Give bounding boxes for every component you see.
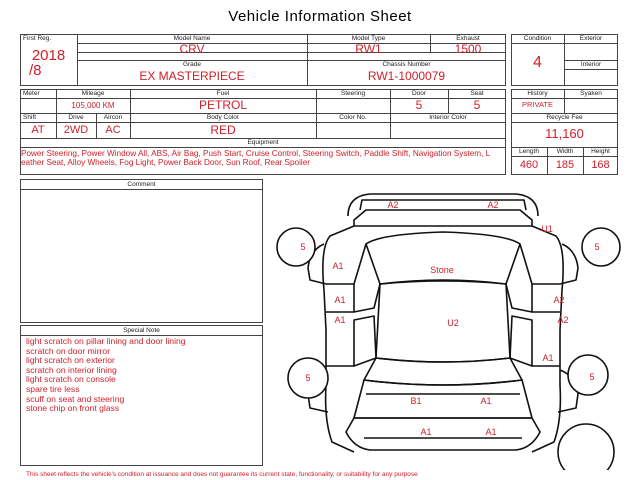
mark-hood-right: A1 [480,396,492,406]
sheet-title: Vehicle Information Sheet [228,8,412,25]
mark-left-quarter: A1 [332,261,344,271]
chassis-cell [307,60,506,86]
interior-color-cell [390,113,506,138]
first-reg-label: First Reg. [23,35,52,42]
tire-rear-left-icon [277,228,315,266]
length-label: Length [519,148,539,155]
mileage-value: 105,000 KM [71,101,115,110]
mark-rear-glass: Stone [430,265,454,275]
mark-right-rear-door: A2 [553,295,565,305]
recycle-fee-label: Recycle Fee [546,114,583,121]
equipment-label: Equipment [247,139,279,146]
meter-cell [20,89,56,113]
syaken-label: Syaken [580,90,602,97]
special-note-item: stone chip on front glass [26,403,120,414]
comment-box [20,179,263,323]
special-note-item: scuff on seat and steering [26,393,125,404]
recycle-fee-cell [511,113,618,147]
door-label: Door [411,90,427,97]
exterior-cell [564,34,618,60]
shift-label: Shift [23,114,37,121]
color-no-label: Color No. [339,114,367,121]
tailgate-outline [354,210,532,226]
door-cell [390,89,448,113]
width-value: 185 [555,159,575,171]
special-note-item: light scratch on pillar lining and door lining [26,336,186,346]
history-value: PRIVATE [522,100,553,109]
body-color-label: Body Color [206,114,240,121]
windshield-outline [364,358,522,385]
special-note-item: light scratch on exterior [26,355,115,366]
width-cell [547,147,583,175]
special-note-item: scratch on interior lining [26,364,117,375]
mark-rear-left: A2 [387,200,399,210]
model-name-value: CRV [179,42,205,56]
mileage-label: Mileage [81,90,105,97]
model-name-cell [77,34,307,56]
seat-cell [448,89,506,113]
color-no-cell [316,113,390,138]
model-name-label: Model Name [173,35,211,42]
grade-value: EX MASTERPIECE [139,69,245,83]
tire-front-right-icon [568,355,608,395]
grade-cell [77,60,307,86]
recycle-fee-value: 11,160 [545,126,584,141]
fuel-cell [130,89,316,113]
meter-label: Meter [23,90,40,97]
equipment-text: Power Steering, Power Window All, ABS, Air Bag, Push Start, Cruise Control, Steering Switch, Paddle Shift, Navigation System, Leather Seat, Alloy Wheels, Fog Light, Power Back Door, Sun Roof, Rear Spoiler [21,149,491,168]
mark-right-fender: A1 [542,353,554,363]
model-type-value: RW1 [355,42,382,56]
comment-label: Comment [127,181,156,188]
spare-tire-icon [558,424,614,470]
aircon-value: AC [105,124,121,136]
length-value: 460 [519,159,539,171]
mark-tire-rear-right: 5 [594,242,600,252]
special-note-item: light scratch on console [26,374,116,385]
fuel-label: Fuel [216,90,230,97]
drive-cell [56,113,96,138]
mark-left-front-door: A1 [334,315,346,325]
mark-tire-rear-left: 5 [300,242,306,252]
interior-label: Interior [580,61,602,68]
body-left-outline [323,226,354,452]
mileage-cell [56,89,130,113]
mark-front-right: A1 [485,427,497,437]
aircon-cell [96,113,130,138]
exhaust-value: 1500 [454,42,482,56]
special-note-item: spare tire less [26,383,80,394]
mark-rear-right: A2 [487,200,499,210]
exterior-label: Exterior [579,35,603,42]
first-reg-year: 2018 [31,47,66,64]
interior-cell [564,60,618,86]
body-right-outline [532,226,563,452]
special-note-item: scratch on door mirror [26,345,111,356]
shift-value: AT [31,124,45,136]
exhaust-cell [430,34,506,56]
tire-rear-right-icon [582,228,620,266]
door-value: 5 [415,98,423,112]
history-label: History [527,90,548,97]
mark-right-front-door: A2 [557,315,569,325]
steering-cell [316,89,390,113]
equipment-header [20,138,506,147]
height-label: Height [591,148,610,155]
mark-right-quarter: U1 [541,224,553,234]
special-note-list [26,337,258,414]
width-label: Width [556,148,574,155]
car-damage-diagram [270,180,630,470]
steering-label: Steering [340,90,366,97]
roof-outline [376,281,510,362]
aircon-label: Aircon [103,114,123,121]
condition-label: Condition [523,35,552,42]
chassis-number-value: RW1-1000079 [367,69,446,83]
drive-value: 2WD [63,124,89,136]
grade-label: Grade [182,61,202,68]
exhaust-label: Exhaust [456,35,480,42]
condition-value: 4 [533,54,542,71]
seat-label: Seat [470,90,484,97]
height-cell [583,147,618,175]
syaken-cell [564,89,618,113]
mark-left-rear-door: A1 [334,295,346,305]
height-value: 168 [591,159,610,171]
mark-hood-left: B1 [410,396,422,406]
mark-front-left: A1 [420,427,432,437]
history-cell [511,89,564,113]
seat-value: 5 [473,98,481,112]
mark-tire-front-right: 5 [589,372,595,382]
fuel-value: PETROL [198,98,247,112]
condition-cell [511,34,564,86]
special-note-label: Special Note [123,327,160,334]
model-type-cell [307,34,430,56]
mark-roof: U2 [447,318,459,328]
model-type-label: Model Type [351,35,386,42]
rear-glass-outline [366,232,520,284]
disclaimer-footer: This sheet reflects the vehicle's condition at issuance and does not guarantee its current state, functionality, or suitability for any purpose [26,471,418,478]
first-reg-cell [20,34,77,86]
first-reg-month: /8 [29,62,42,79]
body-color-cell [130,113,316,138]
mark-tire-front-left: 5 [305,373,311,383]
length-cell [511,147,547,175]
front-bumper-outline [346,418,540,450]
body-color-value: RED [210,123,236,137]
rear-bumper-outline [348,194,538,216]
shift-cell [20,113,56,138]
chassis-number-label: Chassis Number [382,61,431,68]
interior-color-label: Interior Color [429,114,467,121]
drive-label: Drive [68,114,84,121]
hood-outline [354,380,532,418]
